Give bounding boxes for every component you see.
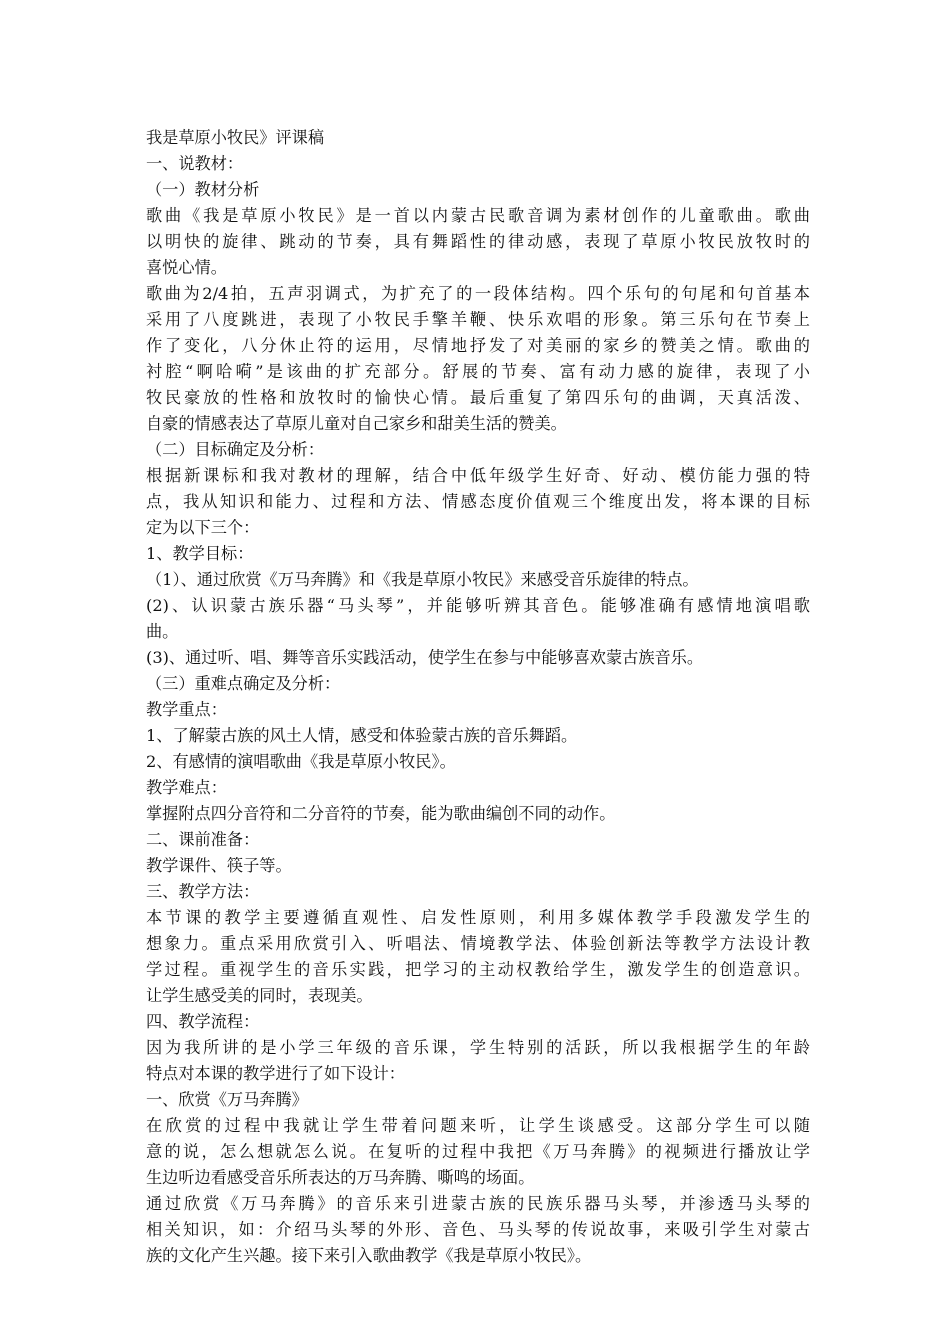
section-heading: 四、教学流程： — [146, 1012, 260, 1031]
paragraph-line: 族的文化产生兴趣。接下来引入歌曲教学《我是草原小牧民》。 — [146, 1246, 592, 1265]
paragraph-line: 牧民豪放的性格和放牧时的愉快心情。最后重复了第四乐句的曲调，天真活泼、 — [146, 388, 810, 407]
section-heading: 一、说教材： — [146, 154, 244, 173]
list-item: (2)、认识蒙古族乐器“马头琴”，并能够听辨其音色。能够准确有感情地演唱歌 — [146, 596, 810, 615]
list-item: 2、有感情的演唱歌曲《我是草原小牧民》。 — [146, 752, 456, 771]
paragraph-line: 生边听边看感受音乐所表达的万马奔腾、嘶鸣的场面。 — [146, 1168, 535, 1187]
section-heading: 一、欣赏《万马奔腾》 — [146, 1090, 308, 1109]
paragraph-line: 掌握附点四分音符和二分音符的节奏，能为歌曲编创不同的动作。 — [146, 804, 616, 823]
paragraph-line: 以明快的旋律、跳动的节奏，具有舞蹈性的律动感，表现了草原小牧民放牧时的 — [146, 232, 810, 251]
list-item: 1、了解蒙古族的风土人情，感受和体验蒙古族的音乐舞蹈。 — [146, 726, 578, 745]
section-heading: 二、课前准备： — [146, 830, 260, 849]
subsection-heading: （二）目标确定及分析： — [146, 440, 325, 459]
doc-title: 我是草原小牧民》评课稿 — [146, 128, 325, 147]
paragraph-line: 特点对本课的教学进行了如下设计： — [146, 1064, 405, 1083]
paragraph-line: 通过欣赏《万马奔腾》的音乐来引进蒙古族的民族乐器马头琴，并渗透马头琴的 — [146, 1194, 810, 1213]
paragraph-line: 学过程。重视学生的音乐实践，把学习的主动权教给学生，激发学生的创造意识。 — [146, 960, 810, 979]
list-item: （1）、通过欣赏《万马奔腾》和《我是草原小牧民》来感受音乐旋律的特点。 — [146, 570, 699, 589]
document-body — [146, 125, 810, 1269]
list-item: 曲。 — [146, 622, 179, 641]
list-item: (3)、通过听、唱、舞等音乐实践活动，使学生在参与中能够喜欢蒙古族音乐。 — [146, 648, 704, 667]
list-heading: 教学重点： — [146, 700, 227, 719]
paragraph-line: 喜悦心情。 — [146, 258, 227, 277]
paragraph-line: 点，我从知识和能力、过程和方法、情感态度价值观三个维度出发，将本课的目标 — [146, 492, 810, 511]
paragraph-line: 采用了八度跳进，表现了小牧民手擎羊鞭、快乐欢唱的形象。第三乐句在节奏上 — [146, 310, 810, 329]
paragraph-line: 作了变化，八分休止符的运用，尽情地抒发了对美丽的家乡的赞美之情。歌曲的 — [146, 336, 810, 355]
paragraph-line: 想象力。重点采用欣赏引入、听唱法、情境教学法、体验创新法等教学方法设计教 — [146, 934, 810, 953]
list-heading: 教学难点： — [146, 778, 227, 797]
list-heading: 1、教学目标： — [146, 544, 254, 563]
subsection-heading: （一）教材分析 — [146, 180, 260, 199]
paragraph-line: 意的说，怎么想就怎么说。在复听的过程中我把《万马奔腾》的视频进行播放让学 — [146, 1142, 810, 1161]
paragraph-line: 在欣赏的过程中我就让学生带着问题来听，让学生谈感受。这部分学生可以随 — [146, 1116, 810, 1135]
paragraph-line: 本节课的教学主要遵循直观性、启发性原则，利用多媒体教学手段激发学生的 — [146, 908, 810, 927]
paragraph-line: 让学生感受美的同时，表现美。 — [146, 986, 373, 1005]
paragraph-line: 自豪的情感表达了草原儿童对自己家乡和甜美生活的赞美。 — [146, 414, 567, 433]
subsection-heading: （三）重难点确定及分析： — [146, 674, 341, 693]
paragraph-line: 歌曲为2/4拍，五声羽调式，为扩充了的一段体结构。四个乐句的句尾和句首基本 — [146, 284, 810, 303]
paragraph-line: 根据新课标和我对教材的理解，结合中低年级学生好奇、好动、模仿能力强的特 — [146, 466, 810, 485]
paragraph-line: 教学课件、筷子等。 — [146, 856, 292, 875]
section-heading: 三、教学方法： — [146, 882, 260, 901]
paragraph-line: 衬腔“啊哈嗬”是该曲的扩充部分。舒展的节奏、富有动力感的旋律，表现了小 — [146, 362, 810, 381]
paragraph-line: 定为以下三个： — [146, 518, 260, 537]
paragraph-line: 歌曲《我是草原小牧民》是一首以内蒙古民歌音调为素材创作的儿童歌曲。歌曲 — [146, 206, 810, 225]
paragraph-line: 相关知识，如：介绍马头琴的外形、音色、马头琴的传说故事，来吸引学生对蒙古 — [146, 1220, 810, 1239]
paragraph-line: 因为我所讲的是小学三年级的音乐课，学生特别的活跃，所以我根据学生的年龄 — [146, 1038, 810, 1057]
